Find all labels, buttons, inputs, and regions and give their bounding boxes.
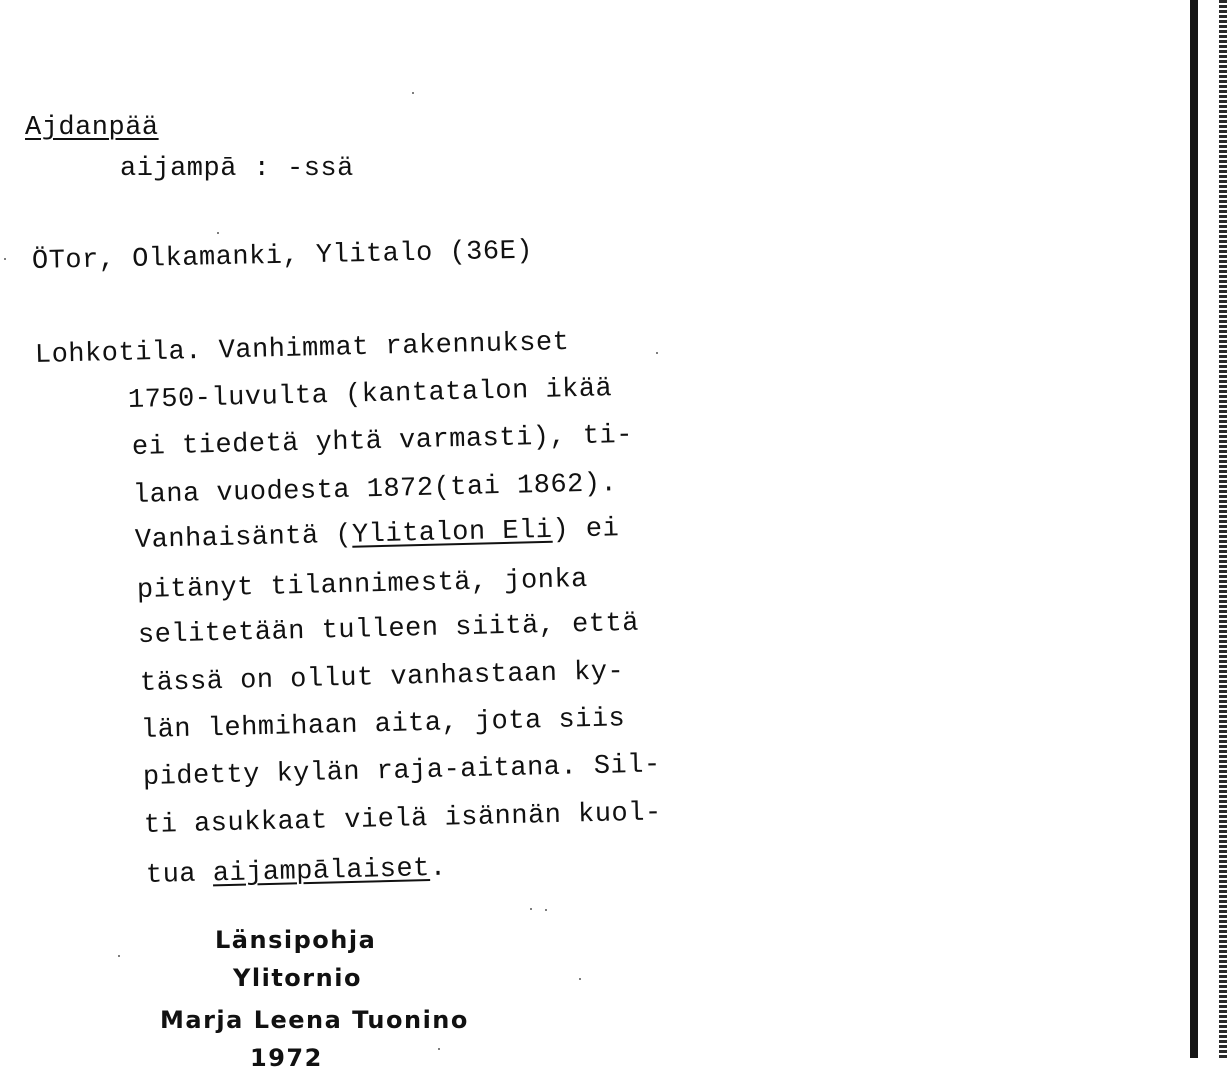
body-line: tässä on ollut vanhastaan ky- (139, 657, 625, 699)
stamp-region: Länsipohja (215, 926, 377, 954)
body-line: pidetty kylän raja-aitana. Sil- (142, 750, 662, 793)
body-line-with-name (146, 853, 447, 892)
place-name-heading: Ajdanpää (25, 113, 159, 143)
owner-name: Ylitalon Eli (351, 515, 553, 551)
stamp-year: 1972 (250, 1044, 323, 1072)
scan-speck (579, 978, 581, 980)
body-line: pitänyt tilannimestä, jonka (136, 564, 589, 606)
stamp-parish: Ylitornio (233, 964, 362, 992)
body-line-text: Vanhaisäntä ( (134, 520, 353, 556)
body-line: selitetään tulleen siitä, että (137, 608, 640, 651)
body-line: Lohkotila. Vanhimmat rakennukset (34, 327, 570, 371)
body-line-text: tua (145, 859, 214, 891)
body-line: lana vuodesta 1872(tai 1862). (132, 469, 618, 511)
card-edge-line (1190, 0, 1198, 1058)
scan-speck (530, 908, 532, 910)
scan-speck (118, 955, 120, 957)
scan-speck (412, 92, 414, 94)
body-line-text: ) ei (552, 514, 620, 546)
card-edge-line (1219, 0, 1227, 1058)
dialect-form: aijampā : -ssä (120, 154, 354, 184)
scan-speck (438, 1048, 440, 1050)
location-line: ÖTor, Olkamanki, Ylitalo (36E) (31, 236, 534, 277)
scan-speck (545, 909, 547, 911)
body-line: ti asukkaat vielä isännän kuol- (143, 798, 663, 841)
scan-speck (4, 258, 6, 260)
stamp-collector: Marja Leena Tuonino (160, 1006, 469, 1034)
inhabitant-name: aijampālaiset (212, 854, 431, 890)
body-line: län lehmihaan aita, jota siis (140, 704, 626, 746)
body-line: 1750-luvulta (kantatalon ikää (127, 374, 613, 416)
scan-speck (656, 352, 658, 354)
body-line-text: . (429, 853, 447, 885)
body-line: ei tiedetä yhtä varmasti), ti- (131, 420, 634, 463)
scan-speck (217, 232, 219, 234)
body-line-with-name (135, 513, 620, 557)
